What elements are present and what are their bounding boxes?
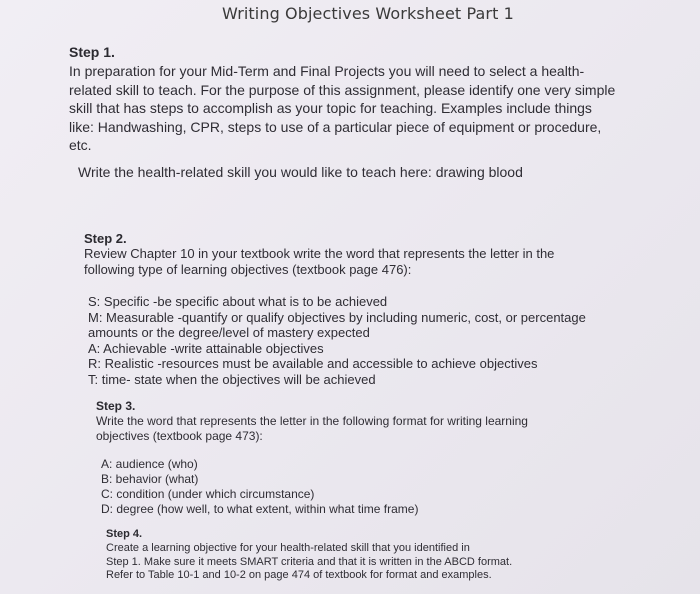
step3-instructions: [96, 414, 528, 444]
step2-instructions: [84, 246, 554, 278]
abcd-item-audience: A: audience (who): [101, 457, 198, 471]
abcd-item-condition: C: condition (under which circumstance): [101, 487, 315, 501]
step1-line: skill that has steps to accomplish as your topic for teaching. Examples include things: [69, 100, 592, 116]
step3-line: Write the word that represents the letter in the following format for writing learning: [96, 414, 528, 428]
step4-line: Refer to Table 10-1 and 10-2 on page 474 of textbook for format and examples.: [106, 569, 492, 582]
step3-label: Step 3.: [96, 399, 136, 413]
step1-line: etc.: [69, 137, 92, 153]
smart-item-realistic: R: Realistic -resources must be available and accessible to achieve objectives: [88, 356, 538, 372]
abcd-item-degree: D: degree (how well, to what extent, within what time frame): [101, 502, 419, 516]
smart-criteria-list: [88, 294, 586, 388]
worksheet-title: Writing Objectives Worksheet Part 1: [222, 4, 514, 23]
step1-line: related skill to teach. For the purpose of this assignment, please identify one very simple: [69, 81, 616, 98]
step2-line: Review Chapter 10 in your textbook write the word that represents the letter in the: [84, 246, 555, 261]
smart-item-time: T: time- state when the objectives will be achieved: [88, 371, 376, 387]
smart-item-measurable-cont: amounts or the degree/level of mastery expected: [88, 325, 370, 341]
smart-item-specific: S: Specific -be specific about what is to be achieved: [88, 294, 388, 309]
step4-instructions: [106, 542, 512, 583]
step2-label: Step 2.: [84, 231, 127, 246]
skill-answer-line: [78, 163, 523, 181]
skill-answer-text: Write the health-related skill you would like to teach here: drawing blood: [78, 164, 523, 180]
step3-line: objectives (textbook page 473):: [96, 429, 263, 443]
step4-line: Step 1. Make sure it meets SMART criteria and that it is written in the ABCD format.: [106, 555, 513, 568]
abcd-item-behavior: B: behavior (what): [101, 472, 199, 486]
step1-line: In preparation for your Mid-Term and Final Projects you will need to select a health-: [69, 63, 585, 79]
step4-label: Step 4.: [106, 528, 143, 540]
step1-instructions: [69, 62, 615, 155]
smart-item-achievable: A: Achievable -write attainable objectives: [88, 340, 324, 356]
abcd-format-list: [101, 457, 418, 517]
step1-label: Step 1.: [69, 44, 115, 60]
step2-line: following type of learning objectives (textbook page 476):: [84, 262, 412, 277]
step1-line: like: Handwashing, CPR, steps to use of a particular piece of equipment or procedure,: [69, 118, 602, 135]
smart-item-measurable: M: Measurable -quantify or qualify objectives by including numeric, cost, or percentage: [88, 309, 586, 325]
step4-line: Create a learning objective for your health-related skill that you identified in: [106, 542, 470, 554]
